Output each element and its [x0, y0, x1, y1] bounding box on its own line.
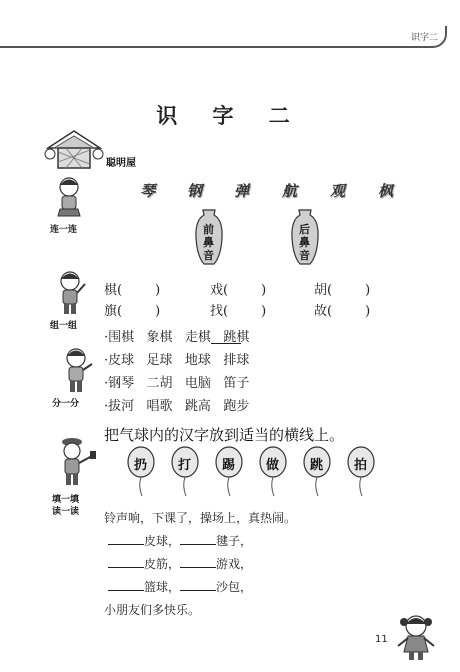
section-read: 读一读	[52, 507, 80, 517]
section-smart-house: 聪明屋	[106, 158, 136, 169]
balloon-char: 拍	[354, 458, 368, 473]
answer-blank[interactable]	[180, 578, 216, 591]
instruction: 把气球内的汉字放到适当的横线上。	[104, 426, 345, 444]
boy-painting-icon	[52, 436, 98, 488]
section-classify: 分一分	[52, 399, 80, 409]
answer-blank[interactable]	[108, 555, 144, 568]
compose-item: 找( )	[210, 304, 267, 319]
section-compose: 组一组	[50, 321, 78, 331]
compose-item: 戏( )	[210, 283, 267, 298]
header-label: 识字二	[410, 33, 438, 43]
boy-standing-icon	[52, 270, 88, 316]
classify-row: ·围棋 象棋 走棋 跳棋	[104, 330, 250, 345]
connect-char: 琴	[140, 182, 156, 200]
compose-item: 旗( )	[104, 304, 161, 319]
compose-item: 胡( )	[314, 283, 371, 298]
paragraph-intro: 铃声响，下课了，操场上，真热闹。	[104, 511, 297, 525]
page-title: 识 字 二	[156, 104, 304, 128]
classify-row: ·皮球 足球 地球 排球	[104, 353, 250, 368]
section-connect: 连一连	[50, 225, 78, 235]
fill-row: 皮球， 毽子，	[108, 532, 252, 549]
boy-waving-icon	[56, 346, 96, 394]
balloon-char: 跳	[310, 458, 324, 473]
house-icon	[44, 128, 104, 172]
page-number: 11	[375, 634, 388, 645]
urn-label-front-nasal: 前 鼻 音	[203, 223, 214, 262]
classify-row: ·钢琴 二胡 电脑 笛子	[104, 376, 250, 391]
answer-blank[interactable]	[108, 532, 144, 545]
urn-label-back-nasal: 后 鼻 音	[299, 223, 310, 262]
balloon-char: 扔	[134, 458, 148, 473]
connect-char: 枫	[378, 182, 394, 200]
header-tab-outline	[0, 26, 447, 48]
answer-blank[interactable]	[180, 555, 216, 568]
section-fill: 填一填	[52, 495, 80, 505]
compose-item: 故( )	[314, 304, 371, 319]
fill-row: 皮筋， 游戏，	[108, 555, 252, 572]
boy-sitting-icon	[52, 176, 86, 220]
connect-char: 航	[282, 182, 298, 200]
balloon-char: 踢	[222, 458, 236, 473]
paragraph-end: 小朋友们多快乐。	[104, 603, 201, 617]
balloon-char: 做	[266, 458, 280, 473]
connect-char: 钢	[187, 182, 203, 200]
underline-mark	[211, 342, 241, 345]
connect-char: 弹	[234, 182, 250, 200]
balloon-char: 打	[178, 458, 192, 473]
answer-blank[interactable]	[180, 532, 216, 545]
answer-blank[interactable]	[108, 578, 144, 591]
compose-item: 棋( )	[104, 283, 161, 298]
fill-row: 篮球， 沙包，	[108, 578, 252, 595]
girl-mascot-icon	[392, 612, 440, 662]
connect-char: 观	[330, 182, 346, 200]
classify-row: ·拔河 唱歌 跳高 跑步	[104, 399, 250, 414]
